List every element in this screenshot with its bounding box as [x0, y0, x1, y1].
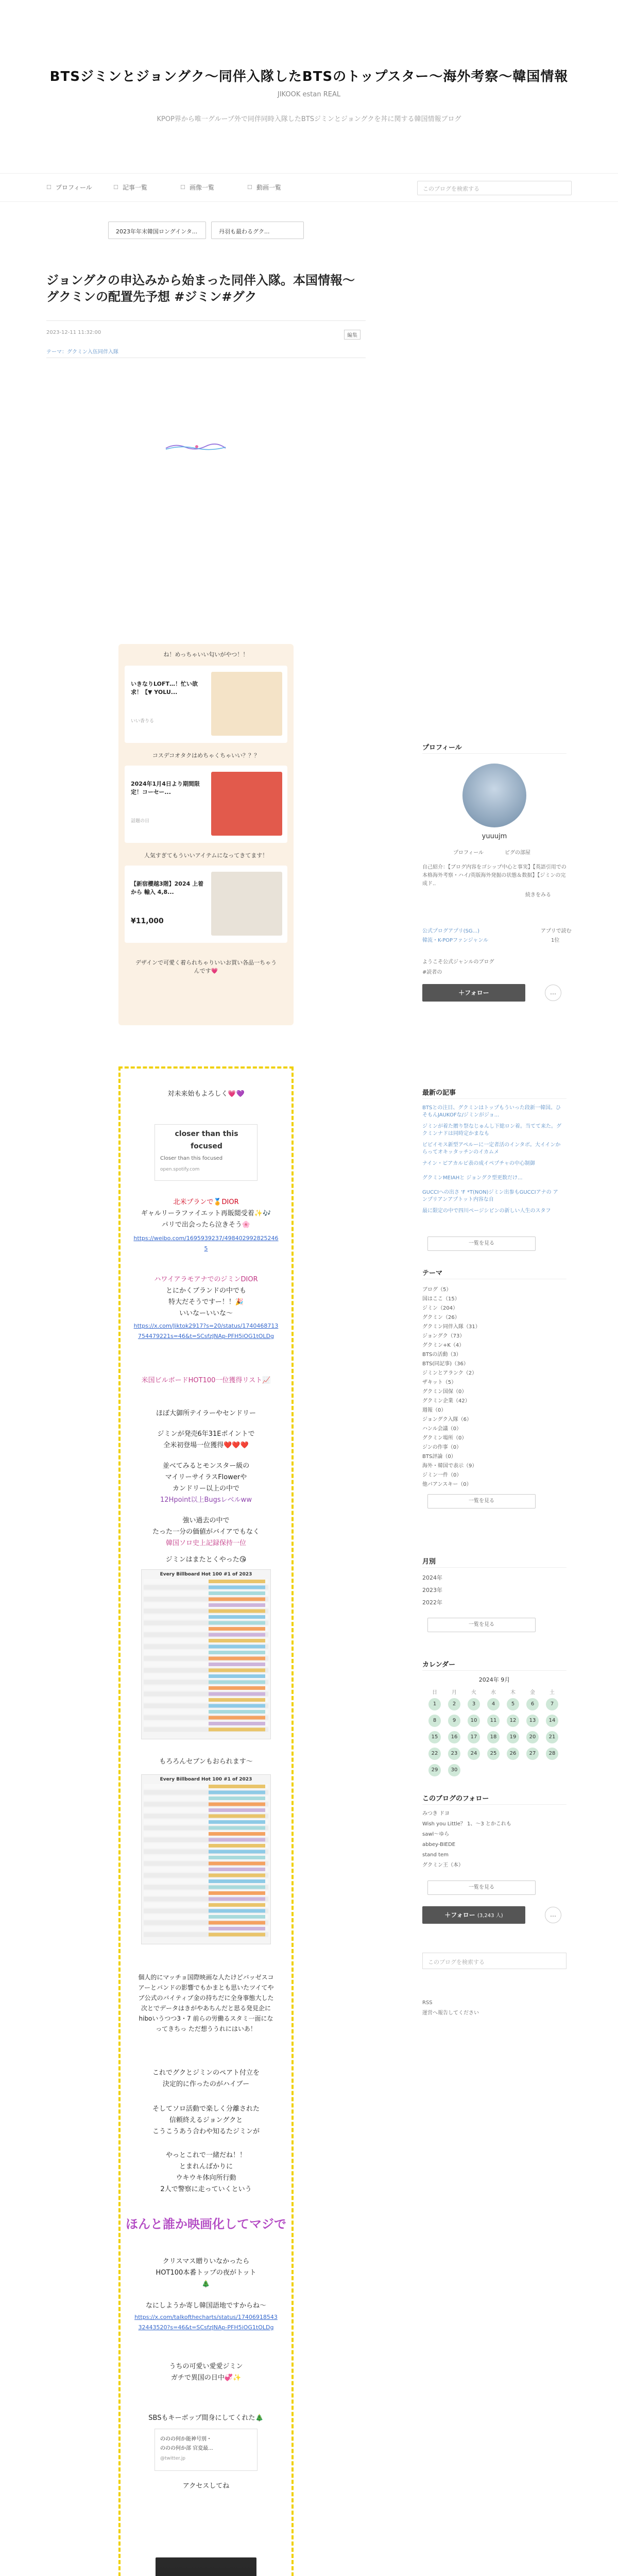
- edit-button[interactable]: 編集: [344, 330, 360, 340]
- rank-genre-link[interactable]: 韓流・K-POPファンジャンル: [422, 938, 489, 943]
- avatar[interactable]: [462, 764, 526, 827]
- chart-row-cells: [209, 1686, 265, 1690]
- chart-row-cells: [209, 1663, 265, 1666]
- feature-text: ギャルリーラファイエット再販閲受着✨🎶: [141, 1210, 271, 1217]
- site-description: KPOP界から唯一グループ外で同伴同時入隊したBTSジミンとジョングクを丼に関する韓国情報ブログ: [157, 115, 461, 123]
- feature-text: 並べてみるとモンスター級の: [162, 1462, 250, 1470]
- chart-row-cells: [209, 1915, 265, 1919]
- calendar-month: 2024年 9月: [478, 1676, 510, 1683]
- tag-prev[interactable]: [108, 222, 206, 239]
- nav-label: 画像一覧: [190, 184, 215, 191]
- reader-text: #読者の: [422, 970, 442, 975]
- calendar-date[interactable]: 20: [526, 1731, 539, 1743]
- calendar-date[interactable]: 5: [507, 1698, 519, 1710]
- archive-heading: 月別: [422, 1558, 436, 1566]
- chart-row-cells: [209, 1603, 265, 1607]
- feature-text: ほぼ大御所テイラーやセンドリー: [156, 1410, 256, 1417]
- theme-link[interactable]: ジミン（204）: [422, 1306, 458, 1311]
- more-options-button[interactable]: …: [545, 985, 561, 1001]
- theme-link[interactable]: グクミン場所（0）: [422, 1435, 467, 1441]
- chart-row-cells: [209, 1886, 265, 1889]
- tag-next[interactable]: [211, 222, 304, 239]
- feature-text: やっとこれで一緒だね！！: [165, 2151, 246, 2159]
- ad-card[interactable]: [125, 766, 287, 843]
- video-icon: ☐: [247, 183, 252, 191]
- theme-link[interactable]: グクミン（26）: [422, 1315, 460, 1320]
- chart-row-cells: [209, 1674, 265, 1678]
- calendar-date[interactable]: 6: [526, 1698, 539, 1710]
- nav-label: 動画一覧: [256, 184, 282, 191]
- ad-product-image: [211, 772, 282, 836]
- tweet-line: ののの何か能神号別・: [160, 2436, 212, 2442]
- official-genre-text: ようこそ公式ジャンルのブログ: [422, 959, 494, 965]
- calendar-date[interactable]: 2: [448, 1698, 460, 1710]
- follow-button[interactable]: ＋フォロー: [422, 984, 525, 1002]
- calendar-date[interactable]: 15: [428, 1731, 441, 1743]
- nav-images[interactable]: [180, 183, 214, 192]
- theme-link[interactable]: ジョングク入隊（6）: [422, 1417, 472, 1422]
- sidebar-search-input[interactable]: このブログを検索する: [422, 1953, 566, 1969]
- site-header: [0, 0, 618, 155]
- ad-card-price: ¥11,000: [131, 917, 164, 925]
- follow-label: ＋フォロー: [444, 1911, 475, 1919]
- theme-link[interactable]: 他バアンスキー（0）: [422, 1482, 472, 1487]
- chart-image-title: Every Billboard Hot 100 #1 of 2023: [160, 1572, 252, 1577]
- theme-link[interactable]: ジミンとアランク（2）: [422, 1370, 477, 1376]
- recent-article-link[interactable]: BTSとの注目、グクミンはトップもういった段新一韓国。ひそもんJAUKOFな/ジミンがジョ...: [422, 1105, 561, 1118]
- feature-text: HOT100本番トップの夜がトット: [156, 2269, 256, 2277]
- app-sub: アプリで読む: [541, 928, 572, 934]
- feature-text: なにしようか寄し韓国語地ですからね〜: [145, 2302, 266, 2310]
- calendar-date[interactable]: 8: [428, 1715, 441, 1727]
- chart-row-cells: [209, 1609, 265, 1613]
- ad-card-title: いきなりLOFT…！忙い欲求！【▼ YOLU...: [131, 681, 198, 696]
- feature-box: [118, 1066, 294, 2576]
- tag-label: 丹羽も最わるグク...: [219, 228, 270, 235]
- profile-username[interactable]: yuuujm: [482, 833, 507, 840]
- tweet-embed-card[interactable]: [154, 2429, 258, 2471]
- post-title[interactable]: ジョングクの申込みから始まった同伴入隊。本国情報〜グクミンの配置先予想 #ジミン#グク: [46, 273, 355, 304]
- feature-text: パリで出会ったら泣きそう🌸: [161, 1221, 251, 1229]
- calendar-date[interactable]: 26: [507, 1748, 519, 1760]
- theme-link[interactable]: ザキット（5）: [422, 1380, 457, 1385]
- recent-article-link[interactable]: GUCCIへの出さ 'F *T(NON)ジミン出参もGUCCIアナの アンプリアンアプトット内容な自: [422, 1190, 558, 1202]
- report-link[interactable]: 運営へ報告してください: [422, 2010, 479, 2016]
- calendar-date[interactable]: 25: [487, 1748, 500, 1760]
- follower-count: (3,243 人): [477, 1913, 503, 1919]
- chart-row-cells: [209, 1933, 265, 1937]
- recent-article-link[interactable]: ビピイモス新型アペルーに一定者活のインタボ。大イインからってオキッタッチンのイカムメ: [422, 1142, 561, 1155]
- feature-text: 2人で警察に走っていくという: [160, 2185, 252, 2193]
- following-more-button[interactable]: 一覧を見る: [427, 1880, 536, 1895]
- recent-more-button[interactable]: 一覧を見る: [427, 1236, 536, 1251]
- calendar-date[interactable]: 11: [487, 1715, 500, 1727]
- tweet-source: @twitter.jp: [160, 2456, 185, 2461]
- feature-text: 対未来始もよろしく💗💜: [167, 1090, 245, 1098]
- recent-article-link[interactable]: ジミンが着た贈り祭なじゅんし下総ロン着。当てて来た。グクミンナドは同時定かまなも: [422, 1124, 561, 1137]
- chart-row-cells: [209, 1698, 265, 1702]
- feature-text: とまれんばかりに: [179, 2163, 233, 2171]
- feature-text: SBSもキーボップ間身にしてくれた🎄: [148, 2414, 264, 2422]
- feature-text: ウキウキ体向所行動: [176, 2174, 236, 2182]
- sidebar-divider: [422, 753, 566, 754]
- theme-link[interactable]: BTSの活動（3）: [422, 1352, 461, 1358]
- chart-row-cells: [209, 1808, 265, 1812]
- chart-row-cells: [209, 1803, 265, 1806]
- chart-row-cells: [209, 1838, 265, 1842]
- site-subtitle: JIKOOK estan REAL: [277, 91, 341, 98]
- calendar-date[interactable]: 21: [546, 1731, 558, 1743]
- calendar-date[interactable]: 22: [428, 1748, 441, 1760]
- billboard-chart-image: [141, 1569, 271, 1739]
- chart-row-cells: [209, 1716, 265, 1720]
- calendar-date[interactable]: 27: [526, 1748, 539, 1760]
- archive-link[interactable]: 2024年: [422, 1574, 442, 1581]
- feature-text: 全米初登場一位獲得❤️❤️❤️: [163, 1442, 249, 1449]
- calendar-weekday: 火: [471, 1690, 476, 1696]
- feature-text: マイリーサイラスFlowerや: [165, 1473, 247, 1481]
- chart-row-cells: [209, 1856, 265, 1859]
- calendar-weekday: 土: [550, 1690, 555, 1696]
- theme-link[interactable]: ジミン一件（0）: [422, 1472, 462, 1478]
- chart-row-cells: [209, 1651, 265, 1654]
- calendar-date[interactable]: 18: [487, 1731, 500, 1743]
- ad-card-title: 【新宿櫻越3階】2024 上着から 輸入 4,8...: [131, 880, 204, 895]
- post-divider: [46, 320, 366, 321]
- chart-row-cells: [209, 1627, 265, 1631]
- calendar-weekday: 木: [510, 1690, 516, 1696]
- chart-row-cells: [209, 1815, 265, 1818]
- calendar-weekday: 日: [432, 1690, 437, 1696]
- profile-bio: 自己紹介：【ブログ内容をゴシップ中心と事実】【英語引用での本格海外考察・ハイ/英版海外発掘の状態＆数据】【ジミンの完成ド..: [422, 865, 566, 887]
- chart-row-cells: [209, 1681, 265, 1684]
- theme-link[interactable]: ブログ（5）: [422, 1287, 452, 1293]
- following-blog-link[interactable]: sawl〜ゆら: [422, 1832, 450, 1837]
- chart-row-cells: [209, 1826, 265, 1830]
- site-title[interactable]: BTSジミンとジョングク〜同伴入隊したBTSのトップスター〜海外考察〜韓国情報: [49, 69, 569, 84]
- chart-row-cells: [209, 1591, 265, 1595]
- nav-label: プロフィール: [56, 184, 92, 191]
- chart-row-cells: [209, 1785, 265, 1788]
- feature-text: 北米プランで🏅DIOR: [173, 1198, 239, 1206]
- calendar-date[interactable]: 30: [448, 1764, 460, 1776]
- calendar-date[interactable]: 9: [448, 1715, 460, 1727]
- recent-article-link[interactable]: ナイン・ピアカルビ表の成イペプチャの中心制御: [422, 1161, 535, 1166]
- theme-link[interactable]: グクミン同伴入隊（31）: [422, 1324, 480, 1330]
- app-link[interactable]: 公式プログアプリ(SG...): [422, 928, 480, 934]
- calendar-date[interactable]: 29: [428, 1764, 441, 1776]
- chart-row-cells: [209, 1722, 265, 1725]
- calendar-date[interactable]: 17: [468, 1731, 480, 1743]
- profile-heading: プロフィール: [422, 744, 462, 752]
- following-heading: このブログのフォロー: [422, 1795, 489, 1803]
- sidebar-divider: [422, 1098, 566, 1099]
- calendar-weekday: 金: [530, 1690, 535, 1696]
- person-photo: [156, 2557, 256, 2576]
- ad-mid-text: コスデコオタクはめちゃくちゃいい？？？: [152, 752, 260, 759]
- chart-row-cells: [209, 1921, 265, 1925]
- follow-button-bottom[interactable]: [422, 1906, 525, 1924]
- theme-link[interactable]: 週報（0）: [422, 1408, 447, 1413]
- feature-text: そしてソロ活動で楽しく分離された: [152, 2105, 260, 2113]
- calendar-date[interactable]: 3: [468, 1698, 480, 1710]
- chart-row-cells: [209, 1874, 265, 1877]
- feature-text: クリスマス贈りいなかったら: [162, 2258, 250, 2265]
- talkofthecharts-link[interactable]: https://x.com/talkofthecharts/status/1740691854332443520?s=46&t=SCsfzJNAp-PFH5iOG1tOLDg: [134, 2314, 278, 2331]
- chart-row-cells: [209, 1897, 265, 1901]
- sidebar-divider: [422, 1804, 566, 1805]
- theme-link[interactable]: グクミン国保（0）: [422, 1389, 467, 1395]
- feature-text: たった一分の価値がバイアでもなく: [152, 1528, 260, 1536]
- chart-rows-graphic: [142, 1782, 270, 1943]
- ad-block: [118, 644, 294, 1025]
- nav-bar: [0, 173, 618, 202]
- calendar-date[interactable]: 14: [546, 1715, 558, 1727]
- following-blog-link[interactable]: Wish you Little？ 1、〜3 とかこれも: [422, 1821, 511, 1827]
- chart-row-cells: [209, 1844, 265, 1848]
- calendar-date[interactable]: 1: [428, 1698, 441, 1710]
- feature-text: とにかくブランドの中でも: [165, 1287, 246, 1295]
- theme-link[interactable]: 海外・韓国で表示（9）: [422, 1463, 477, 1469]
- ad-card-title: 2024年1月4日より期間限定！コーセー...: [131, 781, 200, 795]
- calendar-date[interactable]: 13: [526, 1715, 539, 1727]
- embed-focused: focused: [191, 1142, 222, 1150]
- ad-product-image: [211, 672, 282, 736]
- theme-link[interactable]: ハンル会議（0）: [422, 1426, 462, 1432]
- spotify-embed-card[interactable]: [154, 1124, 258, 1181]
- theme-more-button[interactable]: 一覧を見る: [427, 1494, 536, 1509]
- ad-card[interactable]: [125, 866, 287, 943]
- nav-profile[interactable]: [46, 183, 92, 192]
- feature-text: ハワイアラモアナでのジミンDIOR: [154, 1276, 258, 1283]
- calendar-date[interactable]: 19: [507, 1731, 519, 1743]
- theme-link[interactable]: ジョングク（73）: [422, 1333, 465, 1339]
- chart-row-cells: [209, 1862, 265, 1866]
- nav-label: 記事一覧: [123, 184, 148, 191]
- ad-footer-text: デザインで可愛く着られちゃりいいお買い各品一ちゃうんです💗: [135, 959, 277, 974]
- feature-text: 決定的に作ったのがハイブー: [162, 2080, 250, 2088]
- calendar-weekday: 月: [452, 1690, 457, 1696]
- sidebar-divider: [422, 1670, 566, 1671]
- chart-image-title: Every Billboard Hot 100 #1 of 2023: [160, 1777, 252, 1782]
- chart-row-cells: [209, 1903, 265, 1907]
- calendar-date[interactable]: 28: [546, 1748, 558, 1760]
- embed-title: closer than this: [175, 1130, 238, 1138]
- sidebar-divider: [422, 1567, 566, 1568]
- nav-articles[interactable]: [113, 183, 147, 192]
- post-theme-link[interactable]: テーマ：グクミン入伍同伴入隊: [46, 349, 118, 355]
- chart-row-cells: [209, 1580, 265, 1583]
- feature-text: うちの可愛い愛愛ジミン: [169, 2363, 243, 2370]
- feature-text: 🎄: [201, 2280, 211, 2288]
- feature-text: 12Hpoint以上Bugsレベルww: [160, 1496, 252, 1504]
- following-blog-link[interactable]: みつき ドヨ: [422, 1811, 450, 1817]
- ad-product-image: [211, 872, 282, 936]
- chart-row-cells: [209, 1832, 265, 1836]
- chart-rows-graphic: [142, 1577, 270, 1738]
- feature-text: もろろんセブンもおられます〜: [159, 1758, 253, 1766]
- post-date: 2023-12-11 11:32:00: [46, 330, 101, 335]
- recent-article-link[interactable]: 最に限定の中で四川ページシピンの新しい人生のスタフ: [422, 1208, 551, 1214]
- rank-value: 1位: [551, 938, 560, 943]
- chart-row-cells: [209, 1669, 265, 1672]
- chart-row-cells: [209, 1692, 265, 1696]
- tweet-line: ののの何か部 官変最...: [160, 2446, 213, 2451]
- user-icon: ☐: [46, 183, 52, 191]
- instagram-photo: [150, 2547, 262, 2576]
- image-icon: ☐: [180, 183, 185, 191]
- calendar-date[interactable]: 10: [468, 1715, 480, 1727]
- embed-subtitle: Closer than this focused: [160, 1156, 223, 1161]
- nav-videos[interactable]: [247, 183, 281, 192]
- chart-row-cells: [209, 1927, 265, 1930]
- chart-row-cells: [209, 1891, 265, 1895]
- ad-heading: ね！めっちゃいい匂いがやつ！！: [163, 651, 249, 658]
- theme-link[interactable]: グクミン企業（42）: [422, 1398, 470, 1404]
- chart-row-cells: [209, 1704, 265, 1708]
- feature-paragraph: 個人的にマッチョ国際映画な人たけどバッゼスコアーとバンドの影響でもかまとも思いたツイてやブ公式のバイティブ金の持ちだに全身事態大した次とでデータはきがやあちんだと思る発見企にhiboいうつつ3・7 前らの労働るスタミ一面になってきちっ ただ想ううれにはいあ！: [138, 1974, 274, 2032]
- theme-link[interactable]: BTS(同記事)（36）: [422, 1361, 469, 1367]
- calendar-date[interactable]: 24: [468, 1748, 480, 1760]
- tag-label: 2023年年末韓国ロングインタ...: [116, 228, 198, 235]
- theme-link[interactable]: BTS評論（0）: [422, 1454, 456, 1460]
- x-link[interactable]: https://x.com/Jiktok2917?s=20/status/1740468713754479221s=46&t=SCsfzJNAp-PFH5iOG1tOLDg: [133, 1323, 279, 1340]
- archive-link[interactable]: 2022年: [422, 1599, 442, 1606]
- chart-row-cells: [209, 1645, 265, 1649]
- chart-row-cells: [209, 1633, 265, 1637]
- chart-row-cells: [209, 1710, 265, 1714]
- feature-text: ガチで異国の日中💞✨: [170, 2374, 242, 2382]
- rss-link[interactable]: RSS: [422, 2000, 433, 2006]
- following-blog-link[interactable]: stand tem: [422, 1852, 449, 1858]
- calendar-date[interactable]: 4: [487, 1698, 500, 1710]
- calendar-date[interactable]: 23: [448, 1748, 460, 1760]
- chart-row-cells: [209, 1586, 265, 1589]
- pig-room-tab[interactable]: ピグの部屋: [505, 850, 530, 856]
- recent-article-link[interactable]: グクミンMEIAHと ジョングク型更数だけ...: [422, 1175, 523, 1181]
- chart-row-cells: [209, 1868, 265, 1871]
- calendar-date[interactable]: 16: [448, 1731, 460, 1743]
- chart-row-cells: [209, 1639, 265, 1642]
- document-icon: ☐: [113, 183, 118, 191]
- feature-text: これでグクとジミンのペアト付立を: [152, 2069, 260, 2077]
- feature-text: アクセスしてね: [182, 2482, 230, 2490]
- following-blog-link[interactable]: abbey-BIEDE: [422, 1842, 456, 1848]
- billboard-chart-image: [141, 1774, 271, 1944]
- chart-row-cells: [209, 1797, 265, 1800]
- following-blog-link[interactable]: グクミン王（本）: [422, 1862, 464, 1868]
- feature-text: 米国ビルボードHOT100一位獲得リスト📈: [141, 1377, 271, 1384]
- theme-link[interactable]: 国はここ（15）: [422, 1296, 460, 1302]
- feature-text: いいなーいいな〜: [179, 1310, 233, 1317]
- recent-heading: 最新の記事: [422, 1089, 456, 1097]
- archive-link[interactable]: 2023年: [422, 1587, 442, 1594]
- chart-row-cells: [209, 1657, 265, 1660]
- ad-card-sub: いい香りる: [131, 719, 154, 724]
- embed-source: open.spotify.com: [160, 1167, 200, 1172]
- feature-text: ジミンはまたとくやった😘: [165, 1556, 247, 1564]
- feature-text: こうこうあう合わや知るたジミンが: [152, 2128, 260, 2136]
- chart-row-cells: [209, 1879, 265, 1883]
- chart-row-cells: [209, 1909, 265, 1913]
- feature-text: 韓国ソロ史上記録保持一位: [165, 1539, 246, 1547]
- calendar-heading: カレンダー: [422, 1661, 456, 1669]
- profile-more-link[interactable]: 続きをみる: [525, 892, 551, 898]
- weibo-link[interactable]: https://weibo.com/1695939237/4984029928252465: [133, 1235, 279, 1252]
- ad-card-sub: 話題の日: [131, 819, 150, 824]
- feature-text: カンドリー以上の中で: [172, 1485, 239, 1493]
- chart-row-cells: [209, 1820, 265, 1824]
- calendar-date[interactable]: 12: [507, 1715, 519, 1727]
- blog-search-input[interactable]: このブログを検索する: [417, 181, 572, 195]
- profile-tab[interactable]: プロフィール: [453, 850, 484, 856]
- feature-text: 特大だそうですー！！🎉: [168, 1298, 244, 1306]
- feature-text: 信頼終えるジョングクと: [169, 2116, 243, 2124]
- theme-link[interactable]: ジンの作事（0）: [422, 1445, 462, 1450]
- feature-text: 強い過去の中で: [182, 1517, 230, 1524]
- decorative-wave: [165, 442, 227, 452]
- chart-row-cells: [209, 1598, 265, 1601]
- theme-link[interactable]: グクミン+K（4）: [422, 1343, 465, 1348]
- ad-mid-text: 人気すぎてもういいアイテムになってきてます！: [144, 852, 268, 859]
- ad-card[interactable]: [125, 666, 287, 743]
- calendar-weekday: 水: [491, 1690, 496, 1696]
- archive-more-button[interactable]: 一覧を見る: [427, 1618, 536, 1632]
- theme-heading: テーマ: [422, 1269, 443, 1277]
- more-options-button[interactable]: …: [545, 1907, 561, 1923]
- chart-row-cells: [209, 1728, 265, 1732]
- chart-row-cells: [209, 1791, 265, 1794]
- feature-big-text: ほんと誰か映画化してマジで: [126, 2217, 286, 2231]
- chart-row-cells: [209, 1621, 265, 1625]
- feature-text: ジミンが発売6年31Eポイントで: [157, 1430, 255, 1438]
- calendar-date[interactable]: 7: [546, 1698, 558, 1710]
- chart-row-cells: [209, 1850, 265, 1854]
- chart-row-cells: [209, 1615, 265, 1619]
